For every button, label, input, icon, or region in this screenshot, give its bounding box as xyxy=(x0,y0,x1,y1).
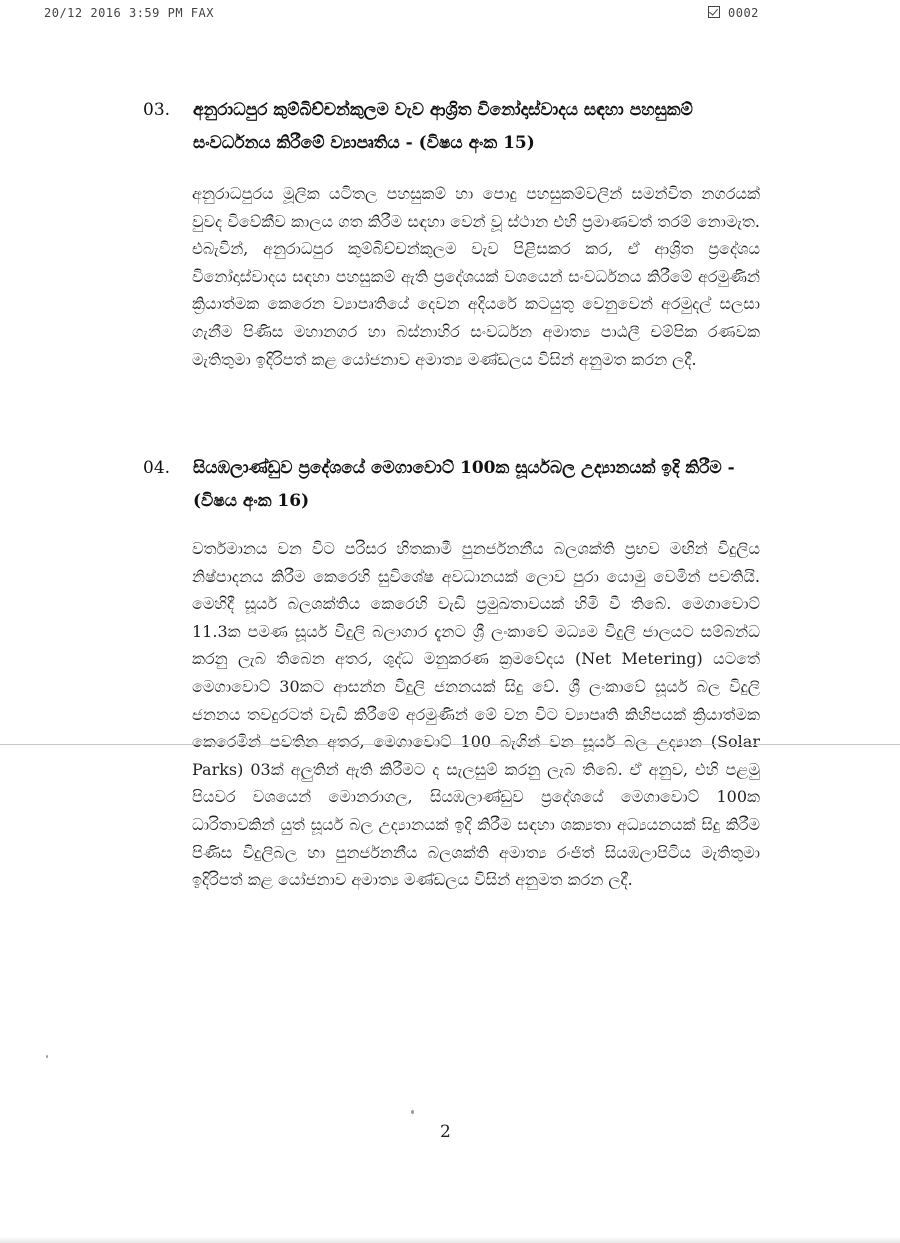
section-paragraph: වර්තමානය වන විට පරිසර හිතකාමී පුනර්ජනනීය බලශක්ති ප්‍රභව මඟින් විදුලිය නිෂ්පාදනය කිරීම කෙරෙහි සුවිශේෂ අවධානයක් ලොව පුරා යොමු වෙමින් පවතියි. මෙහිදී සූර්ය බලශක්තිය කෙරෙහි වැඩි ප්‍රමුඛතාවයක් හිමි වී තිබේ. මෙගාවොට් 11.3ක පමණ සූර්ය විදුලි බලාගාර දැනට ශ්‍රී ලංකාවේ මධ්‍යම විදුලි ජාලයට සම්බන්ධ කරනු ලැබ තිබෙන අතර, ශුද්ධ මනුකරණ ක්‍රමවේදය (Net Metering) යටතේ මෙගාවොට් 30කට ආසන්න විදුලි ජනනයක් සිදු වේ. ශ්‍රී ලංකාවේ සූර්ය බල විදුලි ජනනය තවදුරටත් වැඩි කිරීමේ අරමුණින් මේ වන විට ව්‍යාපෘති කිහිපයක් ක්‍රියාත්මක කෙරෙමින් පවතින අතර, මෙගාවොට් 100 බැගින් වන සූර්ය බල උද්‍යාන (Solar Parks) 03ක් අලුතින් ඇති කිරීමට ද සැලසුම් කරනු ලැබ තිබේ. ඒ අනුව, එහි පළමු පියවර වශයෙන් මොනරාගල, සියඹලාණ්ඩුව ප්‍රදේශයේ මෙගාවොට් 100ක ධාරිතාවකින් යුත් සූර්ය බල උද්‍යානයක් ඉදි කිරීම සඳහා ශක්‍යතා අධ්‍යයනයක් සිදු කිරීම පිණිස විදුලිබල හා පුනර්ජනනීය බලශක්ති අමාත්‍ය රංජිත් සියඹලාපිටිය මැතිතුමා ඉදිරිපත් කළ යෝජනාව අමාත්‍ය මණ්ඩලය විසින් අනුමත කරන ලදී. xyxy=(192,539,760,890)
section-number: 03. xyxy=(143,100,171,120)
section-body xyxy=(192,535,760,894)
fax-timestamp: 20/12 2016 3:59 PM FAX xyxy=(44,6,214,20)
section-title: සියඹලාණ්ඩුව ප්‍රදේශයේ මෙගාවොට් 100ක සූර්යබල උද්‍යානයක් ඉදි කිරීම - (විෂය අංක 16) xyxy=(193,458,735,511)
fax-page-counter xyxy=(708,6,759,20)
fax-page-number: 0002 xyxy=(728,6,759,20)
scan-bottom-edge xyxy=(0,1237,900,1243)
page-number: 2 xyxy=(440,1122,451,1142)
section-title: අනුරාධපුර කුම්බිච්චන්කුලම වැව ආශ්‍රිත විනෝදාස්වාදය සඳහා පහසුකම් සංවර්ධනය කිරීමේ ව්‍යාපෘතිය - (විෂය අංක 15) xyxy=(193,100,693,153)
checkbox-icon xyxy=(708,6,720,18)
section-number: 04. xyxy=(143,458,171,478)
section-body xyxy=(192,180,760,373)
fax-header xyxy=(0,6,900,24)
scan-speck xyxy=(46,1055,48,1058)
scan-fold-line xyxy=(0,744,900,745)
scan-speck xyxy=(411,1110,414,1114)
section-paragraph: අනුරාධපුරය මූලික යටිතල පහසුකම් හා පොදු පහසුකම්වලින් සමන්විත නගරයක් වුවද විවේකීව කාලය ගත කිරීම සඳහා වෙන් වූ ස්ථාන එහි ප්‍රමාණවත් තරම් නොමැත. එබැවින්, අනුරාධපුර කුම්බිච්චන්කුලම වැව පිළිසකර කර, ඒ ආශ්‍රිත ප්‍රදේශය විනෝදාස්වාදය සඳහා පහසුකම් ඇති ප්‍රදේශයක් වශයෙන් සංවර්ධනය කිරීමේ අරමුණින් ක්‍රියාත්මක කෙරෙන ව්‍යාපෘතියේ දෙවන අදියරේ කටයුතු වෙනුවෙන් අරමුදල් සලසා ගැනීම පිණිස මහානගර හා බස්නාහිර සංවර්ධන අමාත්‍ය පාඨලී චම්පික රණවක මැතිතුමා ඉදිරිපත් කළ යෝජනාව අමාත්‍ය මණ්ඩලය විසින් අනුමත කරන ලදී. xyxy=(192,184,760,369)
